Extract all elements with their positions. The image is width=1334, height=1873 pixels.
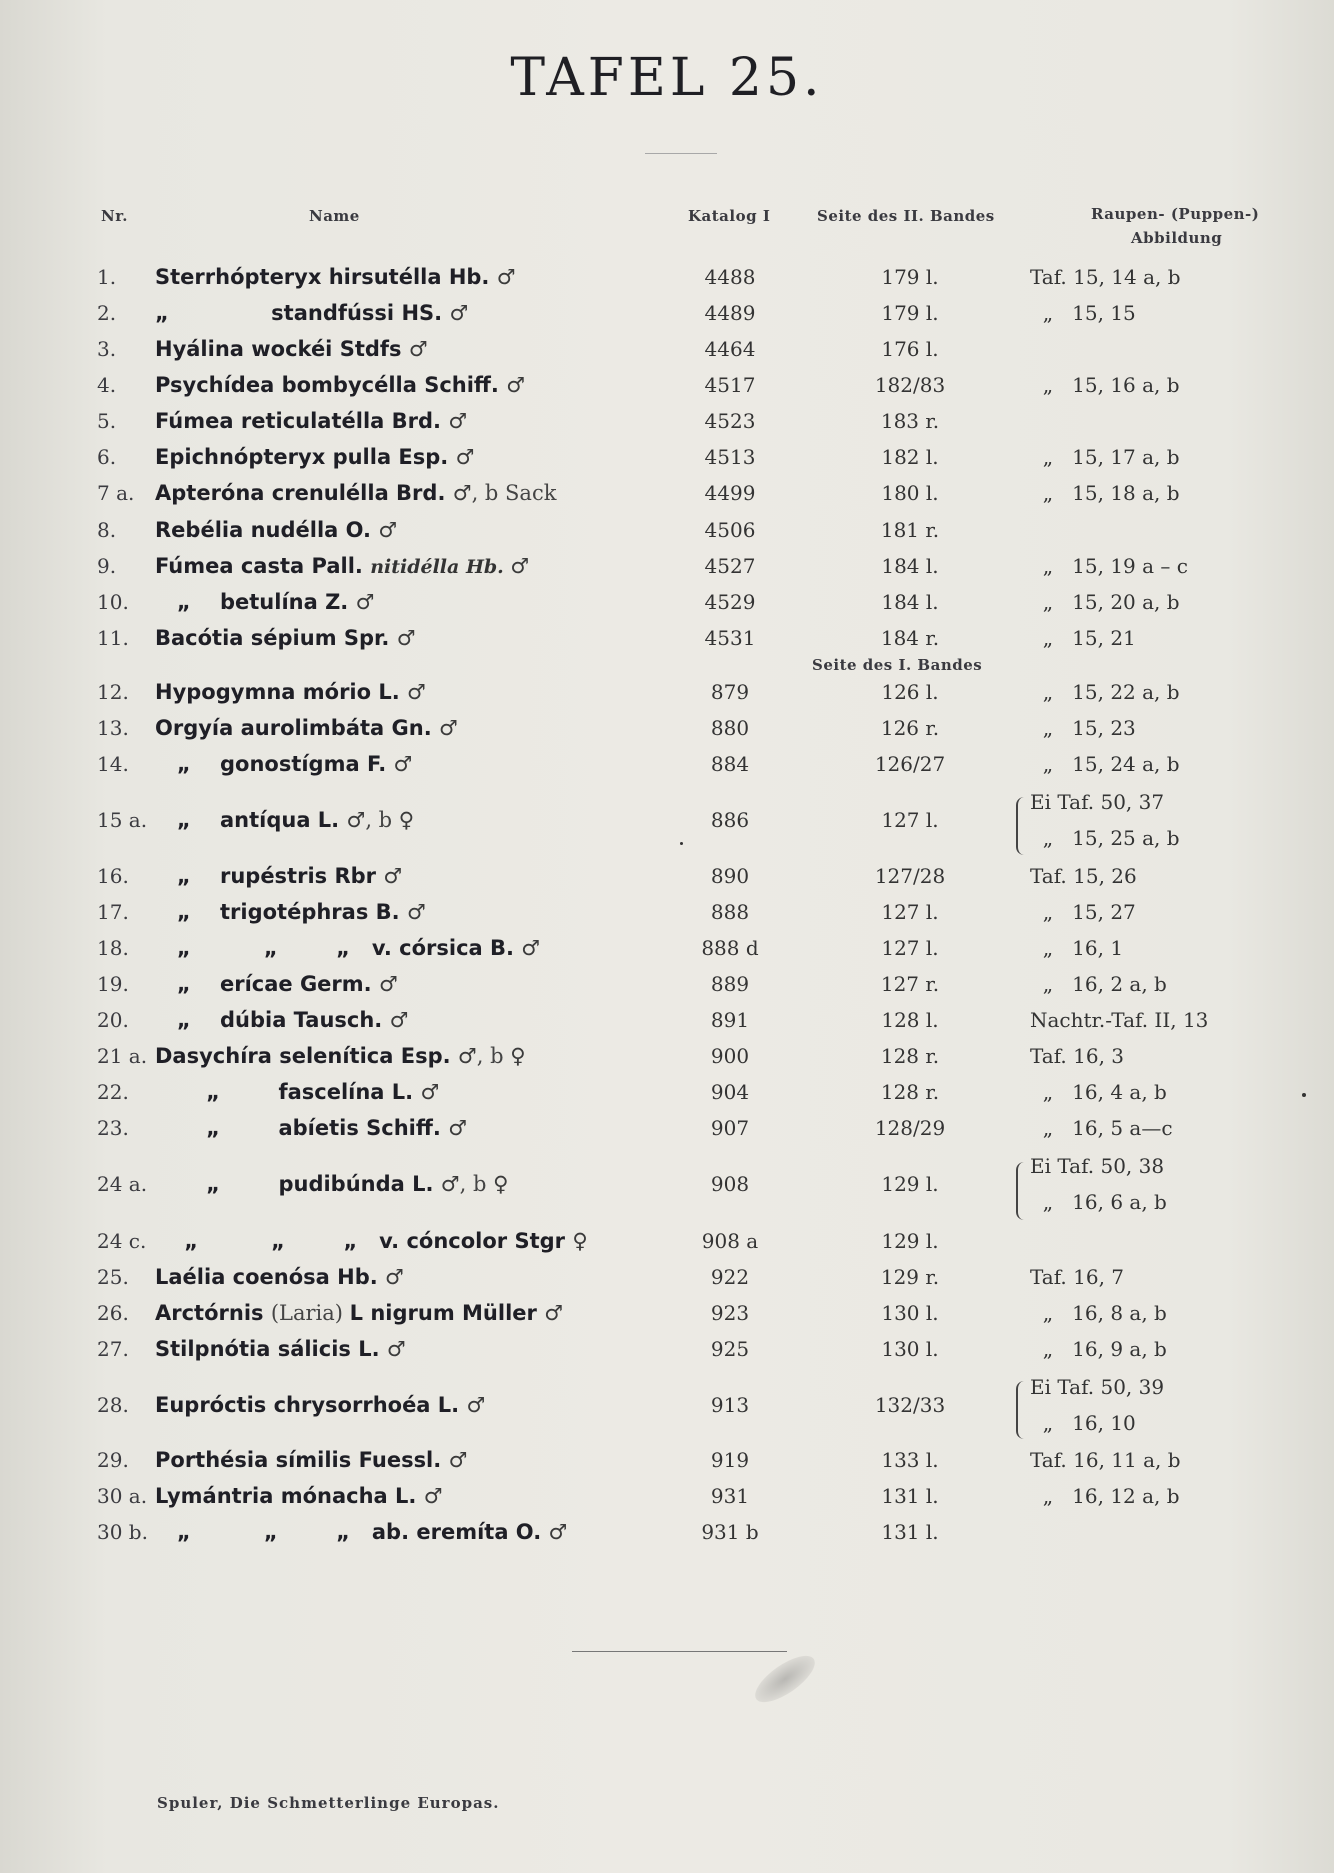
seite-ref: 130 l. <box>881 1337 939 1361</box>
abbildung-ref: „ 15, 20 a, b <box>1030 590 1180 614</box>
abbildung-ref: „ 15, 17 a, b <box>1030 445 1180 469</box>
species-name <box>155 590 374 614</box>
seite-ref: 127 l. <box>881 900 939 924</box>
species-name <box>155 1484 443 1508</box>
table-row <box>0 373 1334 403</box>
table-row <box>0 1337 1334 1367</box>
abbildung-ref-secondary: „ 15, 25 a, b <box>1030 826 1180 850</box>
species-name <box>155 554 529 578</box>
table-row <box>0 337 1334 367</box>
species-name <box>155 301 468 325</box>
name-part: „ gonostígma F. <box>155 752 394 776</box>
sex-symbol: ♂ <box>420 1080 440 1104</box>
header-abbildung: Abbildung <box>1131 229 1223 247</box>
abbildung-ref: „ 15, 24 a, b <box>1030 752 1180 776</box>
sex-symbol: ♀ <box>398 808 415 832</box>
subheader-seite-I: Seite des I. Bandes <box>812 656 983 674</box>
species-name <box>155 1393 485 1417</box>
katalog-number: 4527 <box>704 554 756 578</box>
table-row <box>0 1301 1334 1331</box>
name-part: Hyálina wockéi Stdfs <box>155 337 409 361</box>
seite-ref: 131 l. <box>881 1484 939 1508</box>
sex-symbol: ♂ <box>355 590 375 614</box>
title-divider <box>645 153 717 154</box>
seite-ref: 129 r. <box>880 1265 940 1289</box>
species-name <box>155 373 525 397</box>
table-row <box>0 265 1334 295</box>
species-name <box>155 1448 467 1472</box>
species-name <box>155 1337 406 1361</box>
species-name <box>155 1265 404 1289</box>
table-row <box>0 1229 1334 1259</box>
abbildung-ref: Taf. 15, 14 a, b <box>1030 265 1181 289</box>
seite-ref: 179 l. <box>881 301 939 325</box>
name-part: Psychídea bombycélla Schiff. <box>155 373 507 397</box>
table-row <box>0 1375 1334 1435</box>
katalog-number: 888 d <box>701 936 759 960</box>
abbildung-ref: „ 16, 1 <box>1030 936 1124 960</box>
row-number: 9. <box>97 554 117 578</box>
seite-ref: 184 l. <box>881 590 939 614</box>
row-number: 12. <box>97 680 129 704</box>
species-name <box>155 445 474 469</box>
table-row <box>0 936 1334 966</box>
sex-symbol: ♂ <box>510 554 530 578</box>
seite-ref: 129 l. <box>881 1229 939 1253</box>
katalog-number: 884 <box>710 752 750 776</box>
species-name <box>155 716 458 740</box>
stray-dot <box>680 842 683 845</box>
row-number: 20. <box>97 1008 129 1032</box>
sex-symbol: ♂ <box>346 808 366 832</box>
sex-symbol: ♂ <box>407 680 426 704</box>
table-row <box>0 1080 1334 1110</box>
sex-symbol: ♂ <box>452 481 472 505</box>
seite-ref: 183 r. <box>880 409 940 433</box>
katalog-number: 4517 <box>704 373 756 397</box>
name-part: „ dúbia Tausch. <box>155 1008 390 1032</box>
seite-ref: 184 l. <box>881 554 939 578</box>
katalog-number: 908 a <box>701 1229 759 1253</box>
katalog-number: 4488 <box>704 265 756 289</box>
table-row <box>0 1520 1334 1550</box>
row-number: 24 c. <box>97 1229 147 1253</box>
katalog-number: 891 <box>710 1008 750 1032</box>
species-name <box>155 1301 563 1325</box>
katalog-number: 4506 <box>704 518 756 542</box>
name-part: Porthésia símilis Fuessl. <box>155 1448 449 1472</box>
abbildung-ref-secondary: „ 16, 6 a, b <box>1030 1190 1167 1214</box>
bottom-divider <box>572 1651 787 1652</box>
name-part: Sterrhópteryx hirsutélla Hb. <box>155 265 497 289</box>
abbildung-ref: „ 15, 21 <box>1030 626 1136 650</box>
name-part: „ pudibúnda L. <box>155 1172 441 1196</box>
abbildung-ref: „ 15, 18 a, b <box>1030 481 1180 505</box>
species-name <box>155 808 414 832</box>
sex-symbol: ♀ <box>510 1044 526 1068</box>
row-number: 10. <box>97 590 129 614</box>
row-number: 16. <box>97 864 129 888</box>
abbildung-ref: „ 15, 16 a, b <box>1030 373 1180 397</box>
table-row <box>0 1154 1334 1214</box>
name-part: Stilpnótia sálicis L. <box>155 1337 387 1361</box>
name-part: , b Sack <box>471 481 557 505</box>
abbildung-ref-secondary: „ 16, 10 <box>1030 1411 1136 1435</box>
table-row <box>0 900 1334 930</box>
row-number: 26. <box>97 1301 129 1325</box>
table-row <box>0 1484 1334 1514</box>
name-part: „ „ „ ab. eremíta O. <box>155 1520 549 1544</box>
seite-ref: 132/33 <box>874 1393 946 1417</box>
seite-ref: 128 r. <box>880 1080 940 1104</box>
katalog-number: 913 <box>710 1393 750 1417</box>
species-name <box>155 626 416 650</box>
sex-symbol: ♂ <box>408 337 428 361</box>
abbildung-ref: „ 15, 27 <box>1030 900 1136 924</box>
sex-symbol: ♂ <box>448 1448 468 1472</box>
katalog-number: 925 <box>710 1337 750 1361</box>
name-part: Arctórnis <box>155 1301 271 1325</box>
abbildung-ref: „ 16, 5 a—c <box>1030 1116 1173 1140</box>
row-number: 7 a. <box>97 481 135 505</box>
table-row <box>0 680 1334 710</box>
name-part: Dasychíra selenítica Esp. <box>155 1044 458 1068</box>
abbildung-ref: „ 16, 9 a, b <box>1030 1337 1167 1361</box>
katalog-number: 889 <box>710 972 750 996</box>
name-part: „ standfússi HS. <box>155 301 450 325</box>
abbildung-ref: Taf. 16, 11 a, b <box>1030 1448 1181 1472</box>
abbildung-ref: „ 16, 12 a, b <box>1030 1484 1180 1508</box>
abbildung-ref: „ 16, 2 a, b <box>1030 972 1167 996</box>
species-name <box>155 265 516 289</box>
table-row <box>0 1044 1334 1074</box>
seite-ref: 128 r. <box>880 1044 940 1068</box>
row-number: 30 a. <box>97 1484 148 1508</box>
abbildung-ref: „ 15, 19 a – c <box>1030 554 1188 578</box>
seite-ref: 131 l. <box>881 1520 939 1544</box>
species-name <box>155 1116 467 1140</box>
brace <box>1016 1162 1026 1220</box>
species-name <box>155 1229 588 1253</box>
row-number: 11. <box>97 626 129 650</box>
row-number: 23. <box>97 1116 129 1140</box>
name-part: Lymántria mónacha L. <box>155 1484 424 1508</box>
sex-symbol: ♂ <box>466 1393 486 1417</box>
sex-symbol: ♂ <box>393 752 413 776</box>
seite-ref: 133 l. <box>881 1448 939 1472</box>
footer-credit: Spuler, Die Schmetterlinge Europas. <box>157 1794 500 1812</box>
abbildung-ref: Taf. 15, 26 <box>1030 864 1137 888</box>
species-name <box>155 1044 526 1068</box>
sex-symbol: ♂ <box>439 716 458 740</box>
abbildung-ref: Taf. 16, 3 <box>1030 1044 1125 1068</box>
row-number: 17. <box>97 900 129 924</box>
name-part: , b <box>476 1044 511 1068</box>
row-number: 24 a. <box>97 1172 148 1196</box>
katalog-number: 886 <box>710 808 750 832</box>
name-part: , b <box>365 808 399 832</box>
header-seite: Seite des II. Bandes <box>817 207 995 225</box>
table-row <box>0 752 1334 782</box>
abbildung-ref: „ 16, 4 a, b <box>1030 1080 1167 1104</box>
sex-symbol: ♂ <box>521 936 541 960</box>
seite-ref: 179 l. <box>881 265 939 289</box>
name-part: , b <box>459 1172 494 1196</box>
sex-symbol: ♀ <box>493 1172 509 1196</box>
katalog-number: 4529 <box>704 590 756 614</box>
row-number: 13. <box>97 716 129 740</box>
name-part: Fúmea casta Pall. <box>155 554 371 578</box>
sex-symbol: ♂ <box>378 972 398 996</box>
row-number: 30 b. <box>97 1520 148 1544</box>
abbildung-ref: Ei Taf. 50, 39 <box>1030 1375 1165 1399</box>
katalog-number: 908 <box>710 1172 750 1196</box>
sex-symbol: ♂ <box>448 1116 468 1140</box>
table-row <box>0 864 1334 894</box>
katalog-number: 4523 <box>704 409 756 433</box>
katalog-number: 4531 <box>704 626 756 650</box>
katalog-number: 4464 <box>704 337 756 361</box>
name-part: Rebélia nudélla O. <box>155 518 379 542</box>
katalog-number: 931 b <box>701 1520 759 1544</box>
row-number: 27. <box>97 1337 129 1361</box>
brace <box>1016 1381 1026 1439</box>
name-part: L nigrum Müller <box>349 1301 545 1325</box>
header-name: Name <box>309 207 360 225</box>
name-part: Fúmea reticulatélla Brd. <box>155 409 449 433</box>
sex-symbol: ♂ <box>455 445 475 469</box>
seite-ref: 181 r. <box>880 518 940 542</box>
seite-ref: 127 l. <box>881 808 939 832</box>
name-part: „ erícae Germ. <box>155 972 379 996</box>
katalog-number: 4489 <box>704 301 756 325</box>
name-part: „ rupéstris Rbr <box>155 864 384 888</box>
katalog-number: 923 <box>710 1301 750 1325</box>
seite-ref: 128 l. <box>881 1008 939 1032</box>
sex-symbol: ♂ <box>496 265 516 289</box>
sex-symbol: ♂ <box>383 864 403 888</box>
seite-ref: 127 r. <box>880 972 940 996</box>
sex-symbol: ♂ <box>544 1301 564 1325</box>
table-row <box>0 409 1334 439</box>
abbildung-ref: „ 15, 23 <box>1030 716 1136 740</box>
name-part: Apteróna crenulélla Brd. <box>155 481 453 505</box>
row-number: 19. <box>97 972 129 996</box>
seite-ref: 129 l. <box>881 1172 939 1196</box>
table-row <box>0 626 1334 656</box>
katalog-number: 907 <box>710 1116 750 1140</box>
row-number: 3. <box>97 337 117 361</box>
row-number: 4. <box>97 373 117 397</box>
row-number: 5. <box>97 409 117 433</box>
sex-symbol: ♂ <box>506 373 526 397</box>
name-part: Epichnópteryx pulla Esp. <box>155 445 456 469</box>
species-name <box>155 900 426 924</box>
sex-symbol: ♂ <box>396 626 416 650</box>
row-number: 8. <box>97 518 117 542</box>
sex-symbol: ♂ <box>448 409 468 433</box>
seite-ref: 176 l. <box>881 337 939 361</box>
species-name <box>155 337 428 361</box>
seite-ref: 126/27 <box>874 752 946 776</box>
species-name <box>155 864 402 888</box>
stray-dot <box>1302 1093 1306 1097</box>
seite-ref: 182/83 <box>874 373 946 397</box>
seite-ref: 184 r. <box>880 626 940 650</box>
name-part: „ fascelína L. <box>155 1080 421 1104</box>
row-number: 6. <box>97 445 117 469</box>
row-number: 21 a. <box>97 1044 148 1068</box>
species-name <box>155 1008 408 1032</box>
name-part: „ antíqua L. <box>155 808 347 832</box>
smudge-mark <box>748 1647 821 1710</box>
seite-ref: 180 l. <box>881 481 939 505</box>
katalog-number: 4499 <box>704 481 756 505</box>
row-number: 29. <box>97 1448 129 1472</box>
sex-symbol: ♂ <box>548 1520 568 1544</box>
katalog-number: 904 <box>710 1080 750 1104</box>
name-part: „ trigotéphras B. <box>155 900 407 924</box>
table-row <box>0 1265 1334 1295</box>
abbildung-ref: „ 16, 8 a, b <box>1030 1301 1167 1325</box>
table-row <box>0 518 1334 548</box>
sex-symbol: ♂ <box>378 518 398 542</box>
table-row <box>0 590 1334 620</box>
katalog-number: 919 <box>710 1448 750 1472</box>
katalog-number: 890 <box>710 864 750 888</box>
row-number: 28. <box>97 1393 129 1417</box>
species-name <box>155 1172 508 1196</box>
katalog-number: 880 <box>710 716 750 740</box>
row-number: 14. <box>97 752 129 776</box>
row-number: 1. <box>97 265 117 289</box>
species-name <box>155 409 467 433</box>
sex-symbol: ♂ <box>386 1337 406 1361</box>
abbildung-ref: Nachtr.-Taf. II, 13 <box>1030 1008 1209 1032</box>
brace <box>1016 797 1026 855</box>
species-name <box>155 972 398 996</box>
species-name <box>155 752 412 776</box>
name-part: Bacótia sépium Spr. <box>155 626 397 650</box>
katalog-number: 879 <box>710 680 750 704</box>
table-row <box>0 301 1334 331</box>
katalog-number: 888 <box>710 900 750 924</box>
header-nr: Nr. <box>101 207 128 225</box>
seite-ref: 126 r. <box>880 716 940 740</box>
row-number: 15 a. <box>97 808 148 832</box>
katalog-number: 931 <box>710 1484 750 1508</box>
row-number: 18. <box>97 936 129 960</box>
name-part: Laélia coenósa Hb. <box>155 1265 386 1289</box>
seite-ref: 127 l. <box>881 936 939 960</box>
katalog-number: 922 <box>710 1265 750 1289</box>
abbildung-ref: Taf. 16, 7 <box>1030 1265 1125 1289</box>
sex-symbol: ♂ <box>457 1044 477 1068</box>
row-number: 2. <box>97 301 117 325</box>
row-number: 25. <box>97 1265 129 1289</box>
row-number: 22. <box>97 1080 129 1104</box>
species-name <box>155 936 540 960</box>
table-row <box>0 445 1334 475</box>
sex-symbol: ♂ <box>423 1484 443 1508</box>
header-raupen: Raupen- (Puppen-) <box>1091 205 1260 223</box>
abbildung-ref: „ 15, 22 a, b <box>1030 680 1180 704</box>
abbildung-ref: Ei Taf. 50, 37 <box>1030 790 1165 814</box>
species-name <box>155 1520 567 1544</box>
table-row <box>0 1008 1334 1038</box>
table-row <box>0 1116 1334 1146</box>
name-part: Orgyía aurolimbáta Gn. <box>155 716 439 740</box>
katalog-number: 4513 <box>704 445 756 469</box>
sex-symbol: ♂ <box>385 1265 404 1289</box>
name-part: Hypogymna mório L. <box>155 680 408 704</box>
name-part: „ betulína Z. <box>155 590 356 614</box>
name-part: Eupróctis chrysorrhoéa L. <box>155 1393 467 1417</box>
sex-symbol: ♂ <box>449 301 469 325</box>
name-part: „ „ „ v. córsica B. <box>155 936 522 960</box>
seite-ref: 130 l. <box>881 1301 939 1325</box>
species-name <box>155 518 397 542</box>
table-row <box>0 481 1334 511</box>
page-title: TAFEL 25. <box>510 48 824 108</box>
sex-symbol: ♂ <box>406 900 426 924</box>
sex-symbol: ♂ <box>440 1172 460 1196</box>
table-row <box>0 1448 1334 1478</box>
table-row <box>0 972 1334 1002</box>
species-name <box>155 680 426 704</box>
sex-symbol: ♂ <box>389 1008 409 1032</box>
seite-ref: 182 l. <box>881 445 939 469</box>
header-katalog: Katalog I <box>688 207 771 225</box>
seite-ref: 127/28 <box>874 864 946 888</box>
name-part: nitidélla Hb. <box>370 556 511 578</box>
name-part: (Laria) <box>270 1301 350 1325</box>
seite-ref: 128/29 <box>874 1116 946 1140</box>
table-row <box>0 790 1334 850</box>
table-row <box>0 716 1334 746</box>
seite-ref: 126 l. <box>881 680 939 704</box>
abbildung-ref: „ 15, 15 <box>1030 301 1136 325</box>
katalog-number: 900 <box>710 1044 750 1068</box>
name-part: „ abíetis Schiff. <box>155 1116 449 1140</box>
species-name <box>155 1080 439 1104</box>
name-part: „ „ „ v. cóncolor Stgr <box>155 1229 573 1253</box>
abbildung-ref: Ei Taf. 50, 38 <box>1030 1154 1165 1178</box>
species-name <box>155 481 556 505</box>
table-row <box>0 554 1334 584</box>
sex-symbol: ♀ <box>572 1229 588 1253</box>
